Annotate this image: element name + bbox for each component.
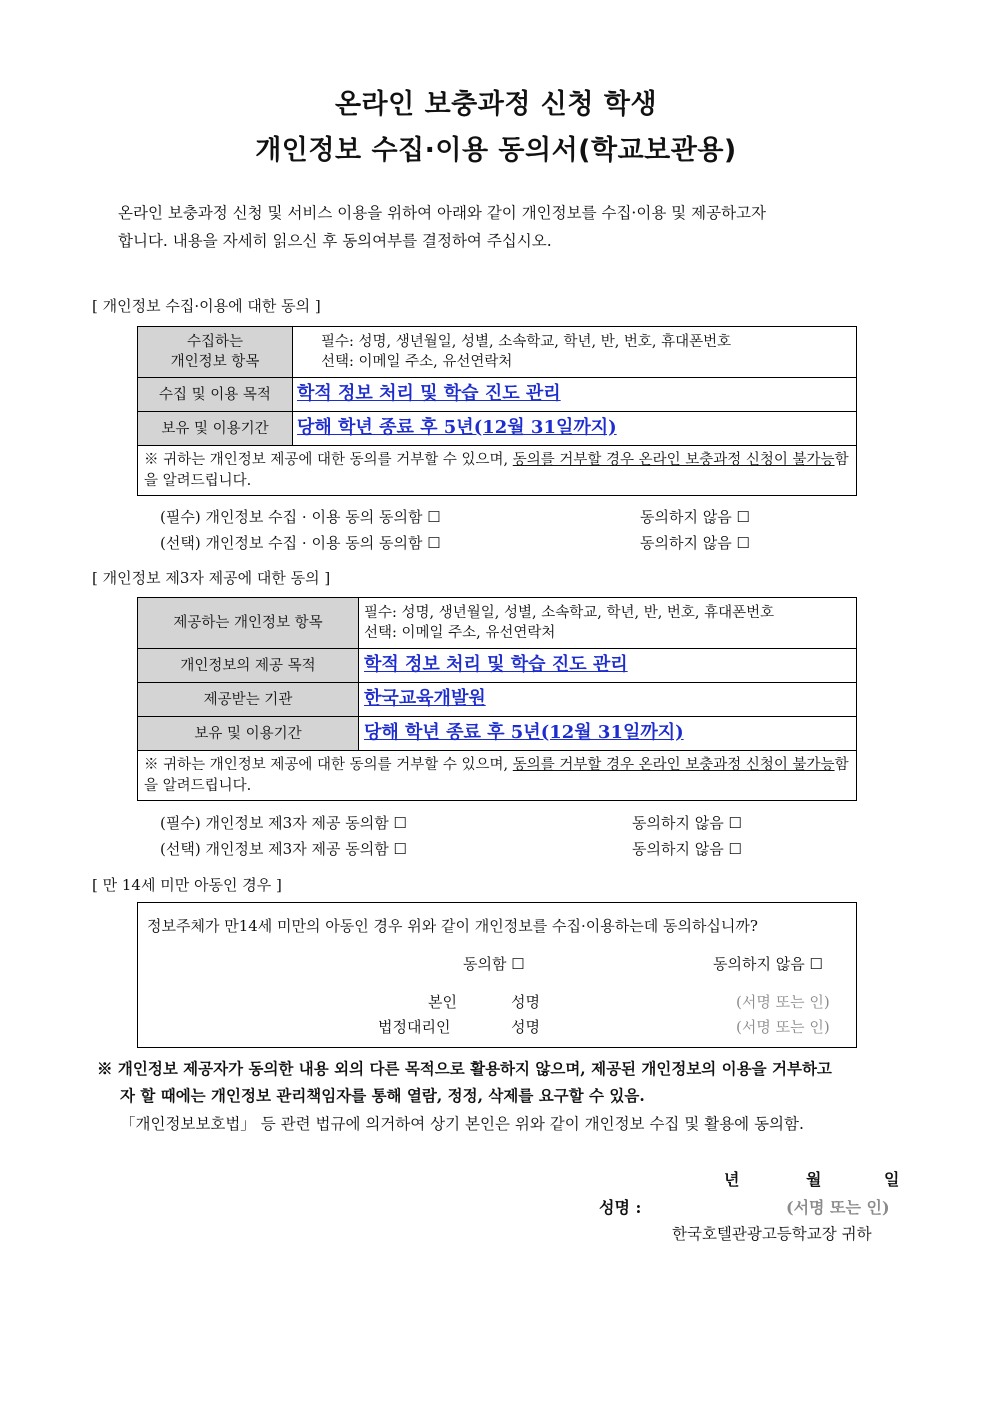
row-value xyxy=(293,378,857,412)
row-value xyxy=(293,327,857,378)
table-row xyxy=(138,446,857,496)
table-row xyxy=(138,598,857,649)
table-row xyxy=(138,683,857,717)
child-agree-checkbox[interactable]: 동의함 ☐ xyxy=(463,955,525,973)
row-label: 보유 및 이용기간 xyxy=(138,717,359,751)
section1-title: [ 개인정보 수집·이용에 대한 동의 ] xyxy=(92,297,321,315)
note-text-end: 함을 알려드립니다. xyxy=(144,756,849,794)
table-row xyxy=(138,412,857,446)
row-label: 개인정보의 제공 목적 xyxy=(138,649,359,683)
note-text-end: 함을 알려드립니다. xyxy=(144,451,849,489)
row-label: 수집 및 이용 목적 xyxy=(138,378,293,412)
signature-sign[interactable]: (서명 또는 인) xyxy=(786,1198,890,1217)
row-value xyxy=(359,598,857,649)
consent-required-agree[interactable]: (필수) 개인정보 수집 · 이용 동의 동의함 ☐ xyxy=(160,508,441,526)
table-row xyxy=(138,378,857,412)
optional-items: 선택: 이메일 주소, 유선연락처 xyxy=(364,625,556,641)
required-items: 필수: 성명, 생년월일, 성별, 소속학교, 학년, 반, 번호, 휴대폰번호 xyxy=(364,605,775,621)
row-label: 수집하는 개인정보 항목 xyxy=(138,327,293,378)
row-value xyxy=(359,649,857,683)
purpose-value: 학적 정보 처리 및 학습 진도 관리 xyxy=(297,383,561,404)
note-underlined: 동의를 거부할 경우 온라인 보충과정 신청이 불가능 xyxy=(512,451,835,468)
signature-name-label: 성명 : xyxy=(599,1198,642,1217)
table-row xyxy=(138,649,857,683)
law-statement: 「개인정보보호법」 등 관련 법규에 의거하여 상기 본인은 위와 같이 개인정보 수집 및 활용에 동의함. xyxy=(120,1115,804,1133)
row-label: 제공하는 개인정보 항목 xyxy=(138,598,359,649)
document-title-line2: 개인정보 수집·이용 동의서(학교보관용) xyxy=(255,135,737,166)
table-row xyxy=(138,717,857,751)
row-value xyxy=(359,683,857,717)
retention-value: 당해 학년 종료 후 5년(12월 31일까지) xyxy=(297,417,617,438)
row-label: 보유 및 이용기간 xyxy=(138,412,293,446)
section3-title: [ 만 14세 미만 아동인 경우 ] xyxy=(92,876,282,894)
date-year: 년 xyxy=(724,1170,740,1189)
refusal-note xyxy=(138,751,857,801)
purpose-value: 학적 정보 처리 및 학습 진도 관리 xyxy=(364,654,628,675)
intro-paragraph xyxy=(118,199,883,255)
section1-table xyxy=(137,326,857,496)
third-party-optional-agree[interactable]: (선택) 개인정보 제3자 제공 동의함 ☐ xyxy=(160,840,407,858)
row-value xyxy=(293,412,857,446)
signer-guardian-sign[interactable]: (서명 또는 인) xyxy=(736,1018,830,1036)
signer-guardian-role: 법정대리인 xyxy=(378,1018,451,1036)
row-value xyxy=(359,717,857,751)
third-party-optional-deny[interactable]: 동의하지 않음 ☐ xyxy=(632,840,742,858)
table-row xyxy=(138,327,857,378)
recipient-value: 한국교육개발원 xyxy=(364,688,486,709)
third-party-required-agree[interactable]: (필수) 개인정보 제3자 제공 동의함 ☐ xyxy=(160,814,407,832)
document-title-line1: 온라인 보충과정 신청 학생 xyxy=(334,89,658,120)
optional-items: 선택: 이메일 주소, 유선연락처 xyxy=(321,354,513,370)
date-day: 일 xyxy=(884,1170,900,1189)
consent-optional-agree[interactable]: (선택) 개인정보 수집 · 이용 동의 동의함 ☐ xyxy=(160,534,441,552)
note-text: ※ 귀하는 개인정보 제공에 대한 동의를 거부할 수 있으며, xyxy=(144,451,513,468)
child-question: 정보주체가 만14세 미만의 아동인 경우 위와 같이 개인정보를 수집·이용하는데 동의하십니까? xyxy=(147,917,758,935)
row-label: 제공받는 기관 xyxy=(138,683,359,717)
third-party-required-deny[interactable]: 동의하지 않음 ☐ xyxy=(632,814,742,832)
table-row xyxy=(138,751,857,801)
signer-self-name-label: 성명 xyxy=(511,993,540,1011)
signer-self-sign[interactable]: (서명 또는 인) xyxy=(736,993,830,1011)
note-underlined: 동의를 거부할 경우 온라인 보충과정 신청이 불가능 xyxy=(512,756,835,773)
child-consent-box xyxy=(137,902,857,1048)
signer-guardian-name-label: 성명 xyxy=(511,1018,540,1036)
intro-line1: 온라인 보충과정 신청 및 서비스 이용을 위하여 아래와 같이 개인정보를 수집·이용 및 제공하고자 xyxy=(118,204,767,222)
section2-title: [ 개인정보 제3자 제공에 대한 동의 ] xyxy=(92,569,331,587)
refusal-note xyxy=(138,446,857,496)
intro-line2: 합니다. 내용을 자세히 읽으신 후 동의여부를 결정하여 주십시오. xyxy=(118,232,552,250)
notice-line2: 자 할 때에는 개인정보 관리책임자를 통해 열람, 정정, 삭제를 요구할 수 있음. xyxy=(120,1086,645,1105)
consent-required-deny[interactable]: 동의하지 않음 ☐ xyxy=(640,508,750,526)
consent-optional-deny[interactable]: 동의하지 않음 ☐ xyxy=(640,534,750,552)
retention-value: 당해 학년 종료 후 5년(12월 31일까지) xyxy=(364,722,684,743)
addressee: 한국호텔관광고등학교장 귀하 xyxy=(672,1225,872,1243)
notice-line1: ※ 개인정보 제공자가 동의한 내용 외의 다른 목적으로 활용하지 않으며, 제공된 개인정보의 이용을 거부하고 xyxy=(97,1059,832,1078)
note-text: ※ 귀하는 개인정보 제공에 대한 동의를 거부할 수 있으며, xyxy=(144,756,513,773)
section2-table xyxy=(137,597,857,801)
child-deny-checkbox[interactable]: 동의하지 않음 ☐ xyxy=(713,955,823,973)
date-month: 월 xyxy=(806,1170,822,1189)
required-items: 필수: 성명, 생년월일, 성별, 소속학교, 학년, 반, 번호, 휴대폰번호 xyxy=(321,334,732,350)
signer-self-role: 본인 xyxy=(428,993,457,1011)
